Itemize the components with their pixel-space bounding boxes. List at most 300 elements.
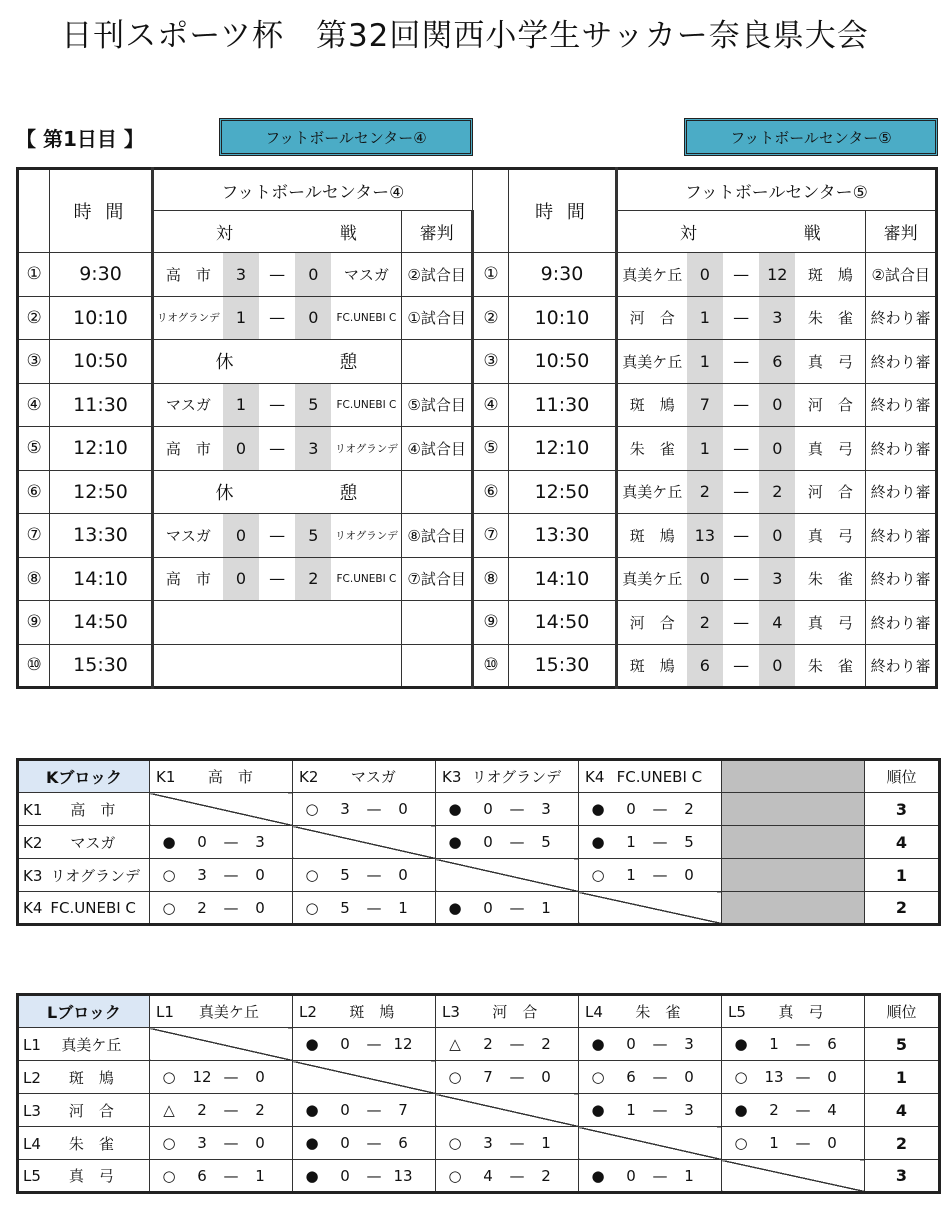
score-home: 2	[687, 470, 723, 514]
break-label-1: 休	[152, 470, 295, 514]
block-rank: 1	[865, 859, 940, 892]
match-number: ③	[472, 340, 508, 384]
schedule-row	[18, 514, 937, 558]
block-row-team	[18, 859, 150, 892]
result-goals-for: 2	[769, 1101, 779, 1119]
result-mark: ●	[591, 800, 605, 818]
result-cell	[579, 793, 722, 826]
team-away: 河 合	[795, 470, 865, 514]
result-mark: ○	[162, 1166, 176, 1185]
match-time: 9:30	[50, 253, 153, 297]
score-home: 7	[687, 383, 723, 427]
result-dash: —	[366, 800, 382, 818]
col-code: L3	[442, 1003, 460, 1021]
result-mark: ○	[734, 1068, 748, 1086]
self-match-cell	[293, 1061, 436, 1094]
result-goals-for: 5	[340, 866, 350, 884]
result-goals-against: 0	[684, 866, 694, 884]
match-time: 15:30	[509, 644, 617, 688]
result-goals-against: 3	[255, 833, 265, 851]
team-home: リオグランデ	[152, 296, 222, 340]
result-cell	[150, 859, 293, 892]
score-dash: —	[723, 296, 759, 340]
row-name: 真美ケ丘	[61, 1035, 122, 1054]
empty-match	[152, 601, 402, 645]
rank-header: 順位	[865, 995, 940, 1028]
result-goals-for: 13	[764, 1068, 784, 1086]
self-match-cell	[579, 892, 722, 925]
rank-header: 順位	[865, 760, 940, 793]
match-time: 10:50	[509, 340, 617, 384]
result-dash: —	[795, 1101, 811, 1119]
team-away: 真 弓	[795, 340, 865, 384]
result-goals-for: 3	[483, 1134, 493, 1152]
score-away: 3	[295, 427, 331, 471]
team-away: 朱 雀	[795, 644, 865, 688]
block-rank: 4	[865, 826, 940, 859]
result-dash: —	[652, 1068, 668, 1086]
block-row-team	[18, 793, 150, 826]
match-number: ①	[472, 253, 508, 297]
result-cell	[579, 1160, 722, 1193]
result-dash: —	[223, 898, 239, 917]
result-cell	[150, 826, 293, 859]
match-number: ⑥	[18, 470, 50, 514]
result-goals-for: 0	[197, 833, 207, 851]
result-goals-against: 0	[255, 1134, 265, 1152]
result-goals-against: 1	[541, 898, 551, 917]
venue-4-button[interactable]: フットボールセンター④	[219, 118, 473, 156]
result-cell	[293, 1094, 436, 1127]
match-number: ②	[18, 296, 50, 340]
block-row-team	[18, 892, 150, 925]
result-goals-against: 0	[255, 898, 265, 917]
team-home: 真美ケ丘	[616, 557, 686, 601]
score-away: 12	[759, 253, 795, 297]
team-away: FC.UNEBI C	[331, 557, 401, 601]
result-cell	[579, 826, 722, 859]
team-home: 真美ケ丘	[616, 470, 686, 514]
score-home: 1	[687, 340, 723, 384]
team-home: 高 市	[152, 427, 222, 471]
result-mark: ●	[734, 1035, 748, 1053]
referee: ⑧試合目	[402, 514, 473, 558]
result-dash: —	[652, 800, 668, 818]
col-name: 河 合	[492, 1003, 538, 1021]
result-mark: ○	[305, 898, 319, 917]
col-code: K1	[156, 768, 176, 786]
block-row	[18, 1028, 940, 1061]
header-venue: フットボールセンター⑤	[616, 169, 936, 211]
result-cell	[293, 1028, 436, 1061]
result-goals-for: 2	[197, 1101, 207, 1119]
result-mark: ○	[305, 866, 319, 884]
result-goals-against: 0	[541, 1068, 551, 1086]
result-dash: —	[366, 1035, 382, 1053]
result-goals-for: 0	[340, 1134, 350, 1152]
page-title: 日刊スポーツ杯 第32回関西小学生サッカー奈良県大会	[61, 18, 869, 54]
score-dash: —	[259, 557, 295, 601]
block-col-header	[293, 995, 436, 1028]
result-mark: ○	[591, 866, 605, 884]
score-home: 0	[223, 427, 259, 471]
team-home: 斑 鳩	[616, 383, 686, 427]
result-cell	[436, 1127, 579, 1160]
row-code: K1	[23, 800, 43, 819]
score-home: 1	[687, 427, 723, 471]
col-code: L5	[728, 1003, 746, 1021]
result-mark: ○	[448, 1166, 462, 1185]
result-dash: —	[509, 833, 525, 851]
result-cell	[293, 1127, 436, 1160]
result-cell	[150, 1094, 293, 1127]
result-dash: —	[223, 866, 239, 884]
team-away: 朱 雀	[795, 296, 865, 340]
team-home: 河 合	[616, 296, 686, 340]
team-home: マスガ	[152, 514, 222, 558]
result-mark: ●	[591, 1166, 605, 1185]
block-col-header	[293, 760, 436, 793]
match-time: 10:10	[50, 296, 153, 340]
block-row	[18, 1094, 940, 1127]
score-home: 0	[223, 557, 259, 601]
match-time: 10:50	[50, 340, 153, 384]
block-row	[18, 826, 940, 859]
row-name: 河 合	[68, 1101, 114, 1120]
result-goals-against: 6	[827, 1035, 837, 1053]
match-number: ⑤	[18, 427, 50, 471]
referee: 終わり審	[866, 557, 937, 601]
schedule-row	[18, 383, 937, 427]
referee: 終わり審	[866, 296, 937, 340]
result-goals-against: 0	[255, 1068, 265, 1086]
score-away: 5	[295, 383, 331, 427]
result-goals-against: 3	[684, 1101, 694, 1119]
result-cell	[293, 892, 436, 925]
block-title: Lブロック	[18, 995, 150, 1028]
score-home: 3	[223, 253, 259, 297]
col-name: 真 弓	[778, 1003, 824, 1021]
result-goals-against: 0	[684, 1068, 694, 1086]
result-goals-against: 3	[541, 800, 551, 818]
header-blank	[18, 169, 50, 253]
score-away: 2	[295, 557, 331, 601]
result-mark: ○	[162, 1068, 176, 1086]
match-time: 12:50	[509, 470, 617, 514]
block-row	[18, 892, 940, 925]
result-dash: —	[652, 1035, 668, 1053]
break-label-2: 憩	[295, 470, 402, 514]
team-home: 高 市	[152, 557, 222, 601]
row-name: 朱 雀	[68, 1134, 114, 1153]
team-home: 真美ケ丘	[616, 253, 686, 297]
result-goals-for: 1	[769, 1134, 779, 1152]
result-goals-against: 1	[684, 1166, 694, 1185]
result-goals-for: 4	[483, 1166, 493, 1185]
team-away: 斑 鳩	[795, 253, 865, 297]
result-cell	[293, 1160, 436, 1193]
result-goals-for: 0	[626, 800, 636, 818]
match-time: 9:30	[509, 253, 617, 297]
result-mark: ●	[305, 1101, 319, 1119]
result-goals-for: 1	[626, 833, 636, 851]
schedule-row	[18, 601, 937, 645]
referee: ④試合目	[402, 427, 473, 471]
score-away: 6	[759, 340, 795, 384]
result-cell	[436, 892, 579, 925]
result-goals-for: 3	[340, 800, 350, 818]
team-away: 河 合	[795, 383, 865, 427]
match-time: 10:10	[509, 296, 617, 340]
result-mark: △	[163, 1101, 175, 1119]
score-away: 2	[759, 470, 795, 514]
row-name: マスガ	[70, 833, 116, 852]
header-blank	[472, 169, 508, 253]
row-code: L4	[23, 1134, 41, 1153]
block-row	[18, 1061, 940, 1094]
match-time: 14:50	[509, 601, 617, 645]
match-time: 13:30	[509, 514, 617, 558]
result-goals-for: 0	[483, 800, 493, 818]
result-dash: —	[509, 1035, 525, 1053]
result-mark: ●	[734, 1101, 748, 1119]
team-home: 河 合	[616, 601, 686, 645]
row-code: L5	[23, 1167, 41, 1185]
score-dash: —	[259, 253, 295, 297]
schedule-row	[18, 470, 937, 514]
result-mark: ○	[448, 1134, 462, 1152]
score-dash: —	[723, 427, 759, 471]
result-goals-against: 13	[393, 1166, 413, 1185]
match-number: ⑩	[472, 644, 508, 688]
result-cell	[436, 793, 579, 826]
schedule-row	[18, 427, 937, 471]
result-goals-for: 0	[483, 898, 493, 917]
result-goals-for: 5	[340, 898, 350, 917]
result-dash: —	[223, 1101, 239, 1119]
result-cell	[579, 1061, 722, 1094]
row-name: 高 市	[70, 800, 116, 819]
result-mark: ●	[591, 1101, 605, 1119]
score-dash: —	[259, 514, 295, 558]
score-away: 3	[759, 296, 795, 340]
result-cell	[722, 1028, 865, 1061]
score-away: 4	[759, 601, 795, 645]
referee: 終わり審	[866, 514, 937, 558]
self-match-cell	[293, 826, 436, 859]
match-time: 12:10	[509, 427, 617, 471]
row-code: L3	[23, 1101, 41, 1120]
match-number: ⑧	[18, 557, 50, 601]
result-cell	[436, 826, 579, 859]
score-dash: —	[259, 427, 295, 471]
block-col-header	[436, 995, 579, 1028]
result-cell	[579, 1028, 722, 1061]
result-goals-against: 4	[827, 1101, 837, 1119]
result-goals-for: 6	[197, 1166, 207, 1185]
result-goals-against: 7	[398, 1101, 408, 1119]
block-rank: 5	[865, 1028, 940, 1061]
score-home: 2	[687, 601, 723, 645]
col-name: 高 市	[207, 768, 253, 786]
team-away: FC.UNEBI C	[331, 296, 401, 340]
match-time: 14:10	[509, 557, 617, 601]
col-code: L2	[299, 1003, 317, 1021]
result-mark: ●	[448, 898, 462, 917]
result-goals-against: 3	[684, 1035, 694, 1053]
schedule-row	[18, 340, 937, 384]
match-number: ③	[18, 340, 50, 384]
score-dash: —	[723, 470, 759, 514]
result-goals-for: 1	[626, 1101, 636, 1119]
match-time: 14:10	[50, 557, 153, 601]
col-name: リオグランデ	[471, 768, 562, 786]
l-block-table	[16, 993, 941, 1194]
score-dash: —	[259, 296, 295, 340]
result-mark: ○	[591, 1068, 605, 1086]
match-number: ⑧	[472, 557, 508, 601]
block-rank: 2	[865, 1127, 940, 1160]
score-home: 6	[687, 644, 723, 688]
score-away: 3	[759, 557, 795, 601]
block-row-team	[18, 826, 150, 859]
block-rank: 4	[865, 1094, 940, 1127]
schedule-table	[16, 167, 938, 689]
result-goals-for: 0	[483, 833, 493, 851]
result-goals-against: 0	[398, 866, 408, 884]
ref-empty	[402, 601, 473, 645]
header-ref: 審判	[866, 211, 937, 253]
result-goals-against: 6	[398, 1134, 408, 1152]
col-name: マスガ	[350, 768, 396, 786]
result-goals-against: 2	[684, 800, 694, 818]
match-time: 11:30	[50, 383, 153, 427]
result-dash: —	[223, 1068, 239, 1086]
result-goals-for: 0	[626, 1035, 636, 1053]
block-title: Kブロック	[18, 760, 150, 793]
result-goals-for: 2	[197, 898, 207, 917]
team-away: 真 弓	[795, 514, 865, 558]
match-time: 11:30	[509, 383, 617, 427]
col-code: L1	[156, 1003, 174, 1021]
match-number: ⑦	[18, 514, 50, 558]
result-mark: ○	[448, 1068, 462, 1086]
break-label-2: 憩	[295, 340, 402, 384]
match-number: ⑩	[18, 644, 50, 688]
result-cell	[293, 859, 436, 892]
team-away: リオグランデ	[331, 427, 401, 471]
result-goals-for: 3	[197, 1134, 207, 1152]
col-name: 真美ケ丘	[198, 1003, 259, 1021]
result-goals-for: 6	[626, 1068, 636, 1086]
result-goals-for: 3	[197, 866, 207, 884]
block-row	[18, 859, 940, 892]
result-goals-for: 7	[483, 1068, 493, 1086]
team-home: 斑 鳩	[616, 644, 686, 688]
referee: ②試合目	[402, 253, 473, 297]
result-mark: ○	[734, 1134, 748, 1152]
result-mark: ●	[305, 1166, 319, 1185]
team-away: 真 弓	[795, 601, 865, 645]
score-dash: —	[723, 383, 759, 427]
result-goals-against: 1	[398, 898, 408, 917]
result-mark: ●	[305, 1134, 319, 1152]
row-name: 真 弓	[68, 1167, 114, 1185]
block-col-header	[722, 995, 865, 1028]
team-home: 斑 鳩	[616, 514, 686, 558]
referee: ⑦試合目	[402, 557, 473, 601]
row-code: K3	[23, 866, 43, 885]
result-cell	[150, 1061, 293, 1094]
block-rank: 3	[865, 793, 940, 826]
result-mark: ○	[162, 898, 176, 917]
ref-empty	[402, 644, 473, 688]
match-time: 15:30	[50, 644, 153, 688]
score-away: 0	[759, 644, 795, 688]
block-col-header	[579, 760, 722, 793]
result-mark: ●	[448, 833, 462, 851]
team-away: FC.UNEBI C	[331, 383, 401, 427]
result-dash: —	[795, 1068, 811, 1086]
block-row-team	[18, 1061, 150, 1094]
score-home: 1	[223, 383, 259, 427]
result-mark: △	[449, 1035, 461, 1053]
result-goals-against: 1	[541, 1134, 551, 1152]
schedule-row	[18, 557, 937, 601]
result-goals-against: 2	[255, 1101, 265, 1119]
referee: 終わり審	[866, 601, 937, 645]
venue-5-button[interactable]: フットボールセンター⑤	[684, 118, 938, 156]
match-number: ⑤	[472, 427, 508, 471]
match-number: ①	[18, 253, 50, 297]
col-name: FC.UNEBI C	[616, 767, 703, 786]
score-away: 0	[295, 253, 331, 297]
result-goals-against: 2	[541, 1035, 551, 1053]
team-away: リオグランデ	[331, 514, 401, 558]
schedule-row	[18, 253, 937, 297]
result-mark: ●	[162, 833, 176, 851]
self-match-cell	[579, 1127, 722, 1160]
result-goals-against: 0	[398, 800, 408, 818]
match-number: ⑨	[18, 601, 50, 645]
block-col-header	[150, 760, 293, 793]
score-dash: —	[723, 340, 759, 384]
block-row	[18, 793, 940, 826]
score-away: 0	[759, 383, 795, 427]
result-goals-against: 0	[255, 866, 265, 884]
block-row-team	[18, 1127, 150, 1160]
col-code: L4	[585, 1003, 603, 1021]
result-dash: —	[366, 1166, 382, 1185]
col-code: K4	[585, 767, 605, 786]
team-home: 朱 雀	[616, 427, 686, 471]
referee: 終わり審	[866, 470, 937, 514]
match-time: 13:30	[50, 514, 153, 558]
result-goals-for: 1	[626, 866, 636, 884]
result-goals-against: 5	[541, 833, 551, 851]
score-dash: —	[723, 644, 759, 688]
score-home: 13	[687, 514, 723, 558]
result-cell	[150, 1160, 293, 1193]
header-ref: 審判	[402, 211, 473, 253]
result-mark: ●	[591, 833, 605, 851]
match-number: ④	[18, 383, 50, 427]
row-code: L1	[23, 1035, 41, 1054]
result-dash: —	[223, 833, 239, 851]
result-cell	[150, 892, 293, 925]
result-dash: —	[509, 898, 525, 917]
match-number: ⑦	[472, 514, 508, 558]
